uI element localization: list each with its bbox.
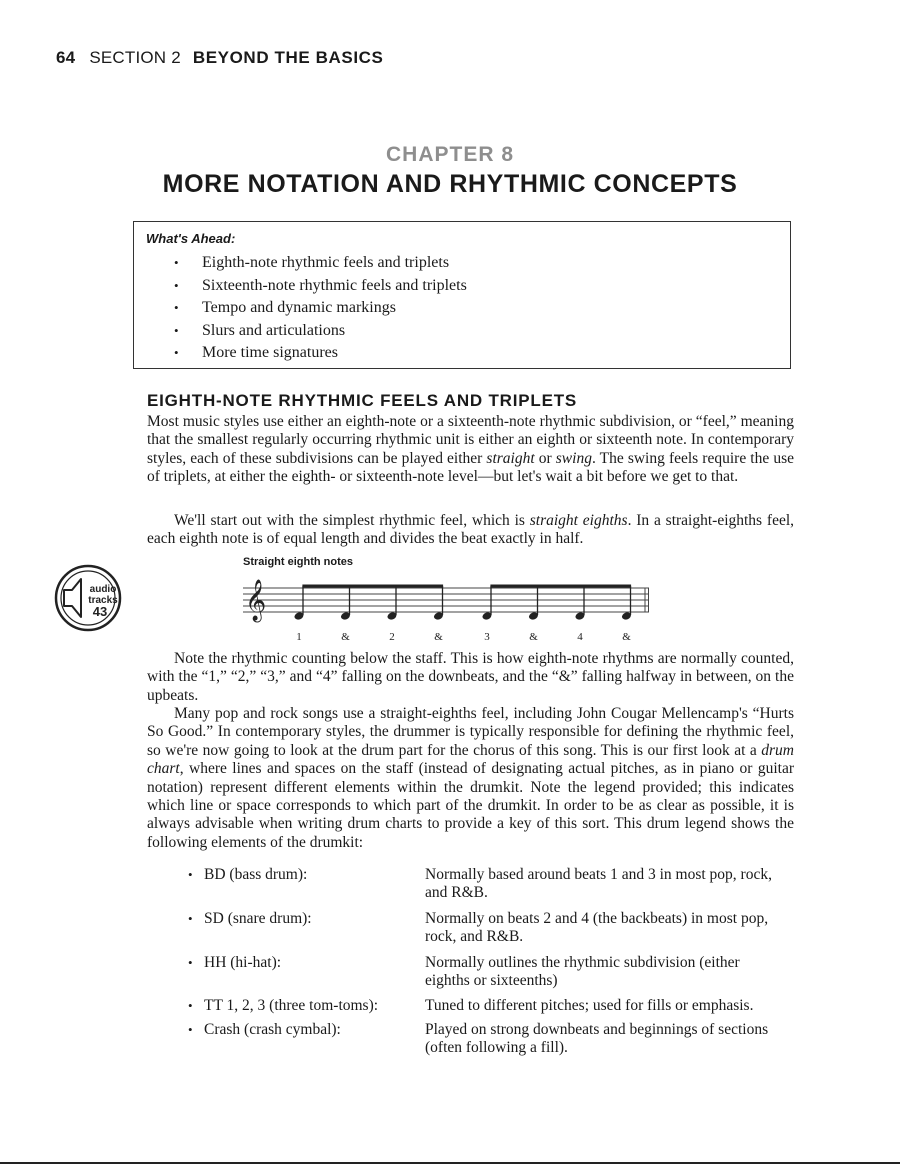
whats-ahead-heading: What's Ahead: bbox=[146, 231, 236, 246]
section-heading: EIGHTH-NOTE RHYTHMIC FEELS AND TRIPLETS bbox=[147, 391, 578, 410]
page-number: 64 bbox=[56, 48, 76, 67]
list-item: • Eighth-note rhythmic feels and triplets bbox=[174, 252, 467, 275]
legend-row bbox=[188, 954, 788, 991]
legend-term: • Crash (crash cymbal): bbox=[188, 1021, 341, 1039]
list-item: • More time signatures bbox=[174, 342, 467, 365]
section-label: SECTION 2 bbox=[89, 48, 181, 67]
list-item: • Slurs and articulations bbox=[174, 320, 467, 343]
legend-row bbox=[188, 866, 788, 903]
tracks-label: tracks bbox=[88, 595, 118, 606]
paragraph-text: , where lines and spaces on the staff (instead of designating actual pitches, as in piano or guitar notation) represent different elements within the drumkit. Note the legend provided; this indicates which line or space corresponds to which part of the drumkit. In order to be as clear as possible, it is always advisable when writing drum charts to provide a key of this sort. This drum legend shows the following elements of the drumkit: bbox=[147, 760, 794, 851]
chapter-label: CHAPTER 8 bbox=[385, 143, 515, 166]
emphasis-text: swing bbox=[555, 449, 592, 467]
audio-track-badge bbox=[53, 563, 123, 633]
legend-row bbox=[188, 997, 788, 1015]
speaker-icon bbox=[53, 563, 123, 633]
count-group bbox=[296, 631, 631, 643]
notation-example bbox=[243, 556, 653, 646]
emphasis-text: drum chart bbox=[147, 741, 794, 778]
legend-term: • TT 1, 2, 3 (three tom-toms): bbox=[188, 997, 378, 1015]
legend-term: • BD (bass drum): bbox=[188, 866, 307, 884]
paragraph-3: Note the rhythmic counting below the staff. This is how eighth-note rhythms are normally counted, with the “1,” “2,” “3,” and “4” falling on the downbeats, and the “&” falling halfway in between, on the upbeats. bbox=[147, 650, 794, 704]
list-item: • Tempo and dynamic markings bbox=[174, 297, 467, 320]
music-staff bbox=[243, 574, 653, 646]
count-label: 3 bbox=[484, 631, 490, 643]
paragraph-text: or bbox=[534, 449, 556, 467]
section-title: BEYOND THE BASICS bbox=[192, 48, 384, 67]
legend-description: Played on strong downbeats and beginnings of sections (often following a fill). bbox=[425, 1020, 769, 1057]
staff-lines bbox=[243, 588, 649, 612]
legend-description: Normally on beats 2 and 4 (the backbeats) in most pop, rock, and R&B. bbox=[425, 909, 769, 946]
paragraph-text: . The swing feels require the use of triplets, at either the eighth- or sixteenth-note level—but let's wait a bit before we get to that. bbox=[147, 449, 794, 486]
legend-row bbox=[188, 910, 788, 947]
treble-clef-icon: 𝄞 bbox=[245, 580, 267, 621]
running-head bbox=[56, 48, 383, 68]
paragraph-2 bbox=[147, 512, 794, 549]
chapter-title: MORE NOTATION AND RHYTHMIC CONCEPTS bbox=[162, 170, 738, 198]
paragraph-text: Most music styles use either an eighth-note or a sixteenth-note rhythmic subdivision, or “feel,” meaning that the smallest regularly occurring rhythmic unit is either an eighth or sixteenth note. In contemporary styles, each of these subdivisions can be played either bbox=[147, 413, 794, 467]
legend-row bbox=[188, 1021, 788, 1058]
audio-label: audio bbox=[89, 584, 117, 595]
count-label: & bbox=[341, 631, 350, 643]
count-label: & bbox=[529, 631, 538, 643]
paragraph-text: . In a straight-eighths feel, each eighth note is of equal length and divides the beat exactly in half. bbox=[147, 512, 795, 548]
count-label: & bbox=[622, 631, 631, 643]
count-label: 4 bbox=[577, 631, 583, 643]
legend-description: Normally based around beats 1 and 3 in most pop, rock, and R&B. bbox=[425, 866, 772, 902]
legend-term: • SD (snare drum): bbox=[188, 910, 312, 928]
track-number: 43 bbox=[92, 604, 108, 619]
list-item: • Sixteenth-note rhythmic feels and triplets bbox=[174, 275, 467, 298]
emphasis-text: straight eighths bbox=[529, 512, 628, 529]
count-label: & bbox=[434, 631, 443, 643]
paragraph-1 bbox=[147, 413, 794, 487]
count-label: 1 bbox=[296, 631, 302, 643]
legend-description: Tuned to different pitches; used for fills or emphasis. bbox=[425, 997, 754, 1015]
emphasis-text: straight bbox=[486, 449, 535, 467]
legend-term: • HH (hi-hat): bbox=[188, 954, 281, 972]
legend-description: Normally outlines the rhythmic subdivision (either eighths or sixteenths) bbox=[425, 953, 740, 990]
note-beam bbox=[302, 585, 443, 588]
whats-ahead-box bbox=[133, 221, 791, 369]
count-label: 2 bbox=[389, 631, 395, 643]
paragraph-4 bbox=[147, 705, 794, 852]
notation-caption: Straight eighth notes bbox=[243, 556, 353, 568]
paragraph-text: Many pop and rock songs use a straight-eighths feel, including John Cougar Mellencamp's “Hurts So Good.” In contemporary styles, the drummer is typically responsible for defining the rhythmic feel, so we're now going to look at the drum part for the chorus of this song. This is our first look at a bbox=[147, 705, 794, 759]
whats-ahead-list bbox=[174, 252, 467, 365]
drum-legend bbox=[188, 866, 788, 1058]
note-beam bbox=[490, 585, 631, 588]
paragraph-text: We'll start out with the simplest rhythmic feel, which is bbox=[174, 512, 530, 529]
note-group bbox=[294, 585, 632, 621]
